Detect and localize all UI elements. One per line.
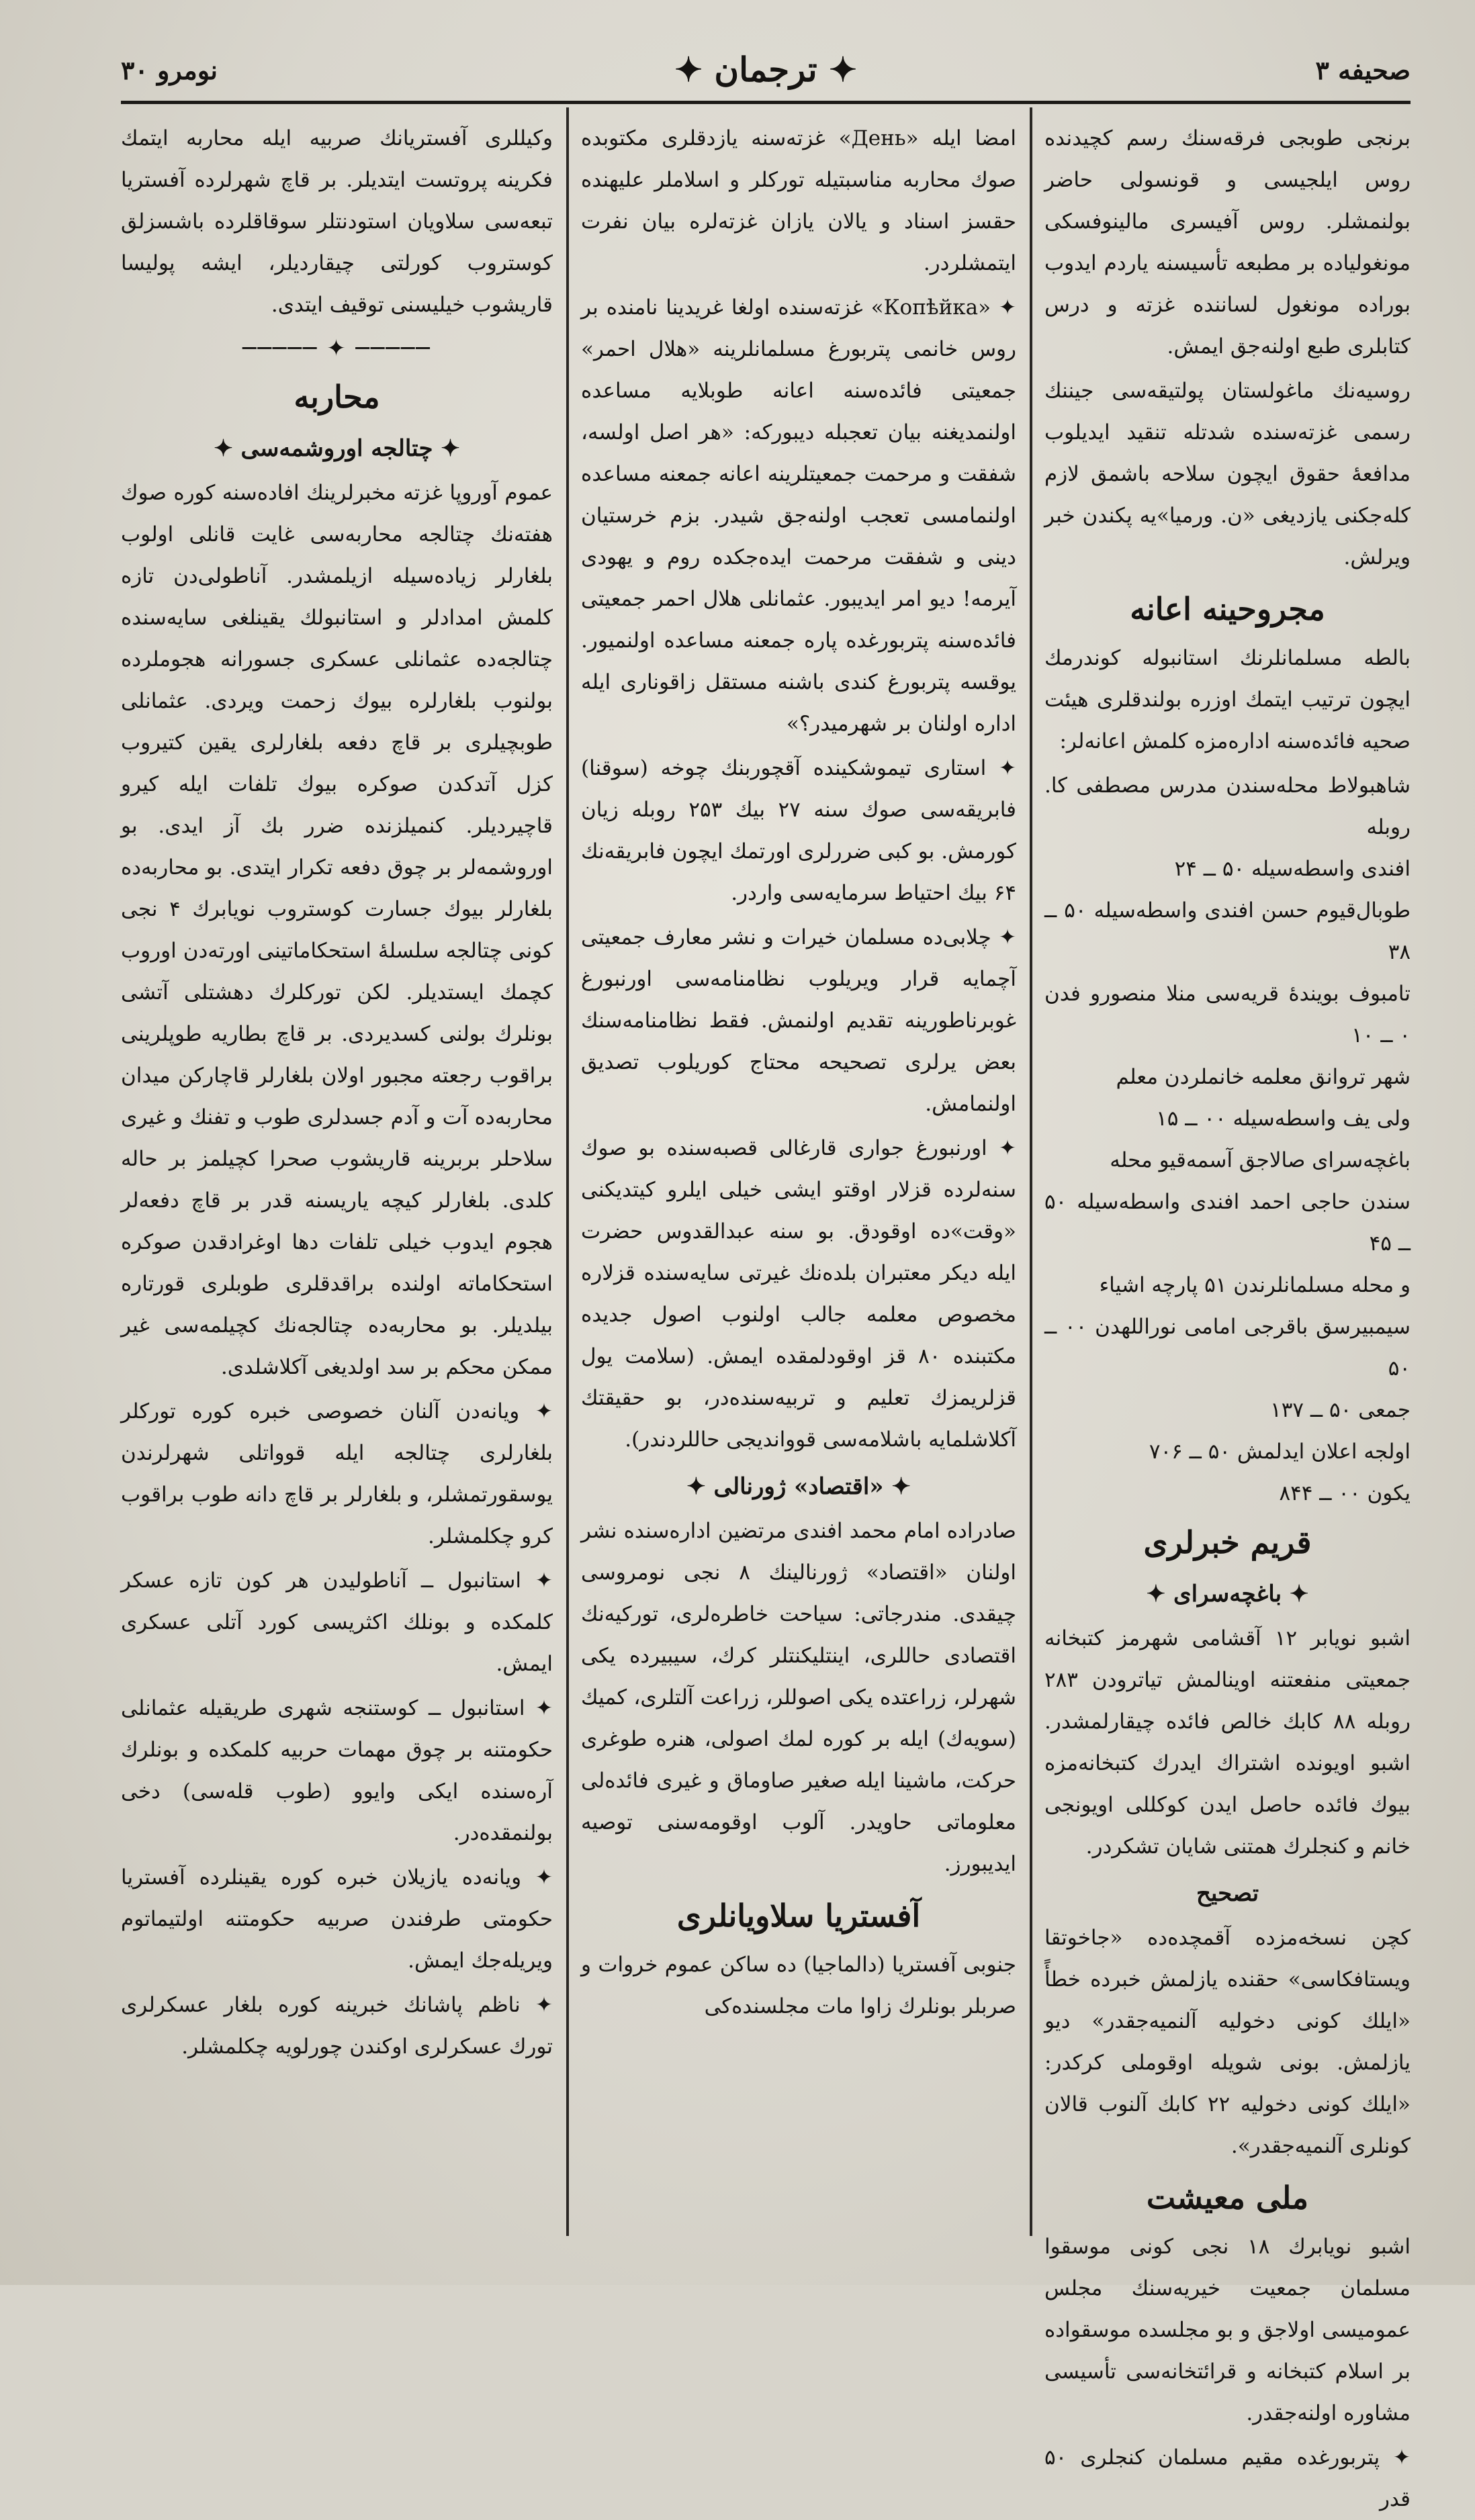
masthead-rule: [121, 101, 1411, 104]
list-item: جمعی ۵۰ ــ ۱۳۷: [1270, 1398, 1411, 1422]
newspaper-title: ✦ ترجمان ✦: [674, 50, 857, 89]
donations-heading: مجروحینه اعانه: [1130, 591, 1325, 627]
mongolia-press-paragraph: برنجی طوبجی فرقەسنك رسم کچیدنده روس ایلجیسی و قونسولی حاضر بولنمشلر. روس آفیسری مالینوفسکی مونغولیاده بر مطبعه تأسیسنه یاردم ایدوب بوراده مونغول لساننده غزته و درس کتابلری طبع اولنەجق ایمش.: [1044, 126, 1411, 359]
list-item: باغچه‌سرای صالاجق آسمه‌قیو محله: [1110, 1148, 1411, 1172]
list-item: شاهبولاط محله‌سندن مدرس مصطفی کا. روبله: [1044, 774, 1411, 839]
list-item: افندی واسطه‌سیله ۵۰ ــ ۲۴: [1174, 857, 1411, 881]
list-item: یکون ۰۰ ــ ۸۴۴: [1279, 1481, 1411, 1505]
petersburg-youth-paragraph: ✦ پتربورغده مقیم مسلمان کنجلری ۵۰ قدر: [1044, 2445, 1411, 2511]
list-item: شهر تروانق معلمه خانملردن معلم: [1116, 1065, 1411, 1089]
vienna-news-paragraph: ✦ ویانه‌دن آلنان خصوصی خبره کوره تورکلر بلغارلری چتالجه ایله قوواتلی شهرلرندن یوسقورتمشلر، و بلغارلر بر قاچ دانه طوب براقوب کرو چکلمشلر.: [121, 1399, 553, 1548]
section-divider: ───── ✦ ─────: [242, 335, 431, 362]
correction-paragraph: کچن نسخه‌مزده آقمچده‌ده «جاخوتقا ویستافکاسی» حقنده یازلمش خبرده خطأً «ایلك کونی دخولیه آلنمیه‌جقدر» دیو یازلمش. بونی شویله اوقوملی کرکدر: «ایلك کونی دخولیه ۲۲ کابك آلنوب قالان کونلری آلنمیه‌جقدر».: [1044, 1926, 1411, 2158]
crimea-news-heading: قریم خبرلری: [1143, 1524, 1312, 1560]
iqtisad-journal-heading: ✦ «اقتصاد» ژورنالی ✦: [686, 1473, 911, 1500]
column-divider-right: [1030, 107, 1032, 2236]
kopeika-paragraph: ✦ «Копѣйка» غزته‌سنده اولغا غریدینا نامنده بر روس خانمی پتربورغ مسلمانلرینه «هلال احمر» جمعیتی فائده‌سنه اعانه طوبلایه مساعده اولنمدیغنه بیان تعجبله دیبورکه: «هر اصل اولسه، شفقت و مرحمت جمعیتلرینه اعانه جمعنه مساعده اولنمامسی تعجب اولنه‌جق شیدر. بزم خرستیان دینی و شفقت مرحمت ایده‌جکده روم و یهودی آیرمه! دیو امر ایدیبور. عثمانلی هلال احمر جمعیتی فائده‌سنه پتربورغده پاره جمعنه مساعده اولنمیور. یوقسه پتربورغ کندی باشنه مستقل زاقوناری ایله اداره اولنان بر شهرمیدر؟»: [581, 295, 1017, 736]
russia-policy-paragraph: روسیەنك ماغولستان پولتیقەسی جیننك رسمی غزته‌سنده شدتله تنقید ایدیلوب مدافعهٔ حقوق ایچون سلاحه باشمق لازم کلەجکنی یازدیغی «ن. ورمیا»یه پکندن خبر ویرلش.: [1044, 379, 1411, 569]
page-label: صحیفه ۳: [1315, 55, 1411, 85]
crimea-news-paragraph: اشبو نویابر ۱۲ آقشامی شهرمز کتبخانه جمعیتی منفعتنه اوینالمش تیاترودن ۲۸۳ روبله ۸۸ کابك خالص فائده چیقارلمشدر. اشبو اویونده اشتراك ایدرك کتبخانه‌مزه بیوك فائده حاصل ایدن کوکللی اویونجی خانم و کنجلرك همتنی شایان تشکردر.: [1044, 1626, 1411, 1859]
nazim-pasha-paragraph: ✦ ناظم پاشانك خبرینه کوره بلغار عسکرلری تورك عسکرلری اوکندن چورلویه چکلمشلر.: [121, 1993, 553, 2059]
factory-paragraph: ✦ استاری تیموشکینده آقچوربنك چوخه (سوقنا) فابریقه‌سی صوك سنه ۲۷ بیك ۲۵۳ روبله زیان کورمش. بو کبی ضررلری اورتمك ایچون فابریقه‌نك ۶۴ بیك احتیاط سرمایه‌سی واردر.: [581, 756, 1016, 905]
bakhchisaray-subheading: ✦ باغچه‌سرای ✦: [1146, 1581, 1309, 1607]
list-item: سندن حاجی احمد افندی واسطه‌سیله ۵۰ ــ ۴۵: [1044, 1190, 1411, 1256]
chataldja-battle-subheading: ✦ چتالجه اوروشمه‌سی ✦: [214, 435, 460, 462]
masthead: [121, 47, 1411, 101]
austrian-slavs-heading: آفستریا سلاویانلری: [676, 1898, 921, 1934]
issue-number: نومرو ۳۰: [121, 55, 218, 85]
column-divider-left: [566, 107, 569, 2236]
iqtisad-journal-paragraph: صادراده امام محمد افندی مرتضین اداره‌سنده نشر اولنان «اقتصاد» ژورنالینك ۸ نجی نومروسی چیقدی. مندرجاتی: سیاحت خاطره‌لری، تورکیه‌نك اقتصادی حاللری، اینتلیکنتلر کرك، سیبیرده یکی شهرلر، زراعتده یکی اصوللر، زراعت آلتلری، کمیك (سویه‌ك) ایله بر کوره لمك اصولی، هنره طوغری حرکت، ماشینا ایله صغیر صاوماق و غیری فائده‌لی معلوماتی حاویدر. آلوب اوقومه‌سنی توصیه ایدیبورز.: [581, 1519, 1016, 1876]
kargaly-girls-school-paragraph: ✦ اورنبورغ جواری قارغالی قصبه‌سنده بو صوك سنه‌لرده قزلار اوقتو ایشی خیلی ایلرو کیتدیکنی «وقت»ده اوقودق. بو سنه عبدالقدوس حضرت ایله دیکر معتبران بلده‌نك غیرتی سایه‌سنده قزلاره مخصوص معلمه جالب اولنوب اصول جدیده مکتبنده ۸۰ قز اوقودلمقده ایمش. (سلامت یول قزلریمزك تعلیم و تربیه‌سنده‌در، بو حقیقتك آکلاشلمایه باشلامه‌سی قوواندیجی حاللردندر).: [581, 1136, 1016, 1452]
austria-protest-paragraph: وکیللری آفستریانك صربیه ایله محاربه ایتمك فکرینه پروتست ایتدیلر. بر قاچ شهرلرده آفستریا تبعه‌سی سلاویان استودنتلر سوقاقلرده باشسزلق کوستروب کورلتی چیقاردیلر، ایشه پولیسا قاریشوب خیلیسنی توقیف ایتدی.: [121, 126, 553, 317]
list-item: تامبوف بویندهٔ قریه‌سی منلا منصورو فدن ۰ ــ ۱۰: [1044, 982, 1411, 1047]
national-life-paragraph: اشبو نویابرك ۱۸ نجی کونی موسقوا مسلمان جمعیت خیریه‌سنك مجلس عمومیسی اولاجق و بو مجلسده موسقوا‌ده بر اسلام کتبخانه و قرائتخانه‌سی تأسیسی مشاوره اولنه‌جقدر.: [1044, 2235, 1411, 2425]
list-item: و محله مسلمانلرندن ۵۱ پارچه اشیاء: [1099, 1273, 1411, 1297]
war-heading: محاربه: [294, 379, 380, 415]
chataldja-battle-paragraph: عموم آوروپا غزته مخبرلرینك افاده‌سنه کوره صوك هفته‌نك چتالجه محاربه‌سی غایت قانلی اولوب بلغارلر زیاده‌سیله ازیلمشدر. آناطولی‌دن تازه کلمش امدادلر و استانبولك یقینلغی سایه‌سنده چتالجه‌ده عثمانلی عسکری جسورانه هجوملرده بولنوب بلغارلره بیوك زحمت ویردی. عثمانلی طوبچیلری بر قاچ دفعه بلغارلری یقین کتیروب کزل آتدکدن صوکره بیوك تلفات ایله کیرو قاچیردیلر. کنمیلزنده ضرر بك آز ایدی. بو اوروشمه‌لر بر چوق دفعه تکرار ایتدی. بو محاربه‌ده بلغارلر بیوك جسارت کوستروب نویابرك ۴ نجی کونی چتالجه سلسلهٔ استحکاماتینی اورته‌دن اوروب کچمك ایستدیلر. لکن تورکلرك دهشتلی آتشی بونلرك بولنی کسدیردی. بر قاچ بطاریه طوپلرینی براقوب رجعته مجبور اولان بلغارلر قاچارکن میدان محاربه‌ده آت و آدم جسدلری طوب و تفنك و غیری سلاحلر بربرینه قاریشوب صحرا کچیلمز بر حاله کلدی. بلغارلر کیچه یاریسنه قدر بر قاچ دفعه‌لر هجوم ایدوب خیلی تلفات دها اوغرادقدن صوکره استحکاماته اولنده براقدقلری طوبلری قورتاره بیلدیلر. بو محاربه‌ده چتالجه‌نك کچیلمه‌سی غیر ممکن محکم بر سد اولدیغی آکلاشلدی.: [121, 481, 553, 1379]
constanta-munitions-paragraph: ✦ استانبول ــ کوستنجه شهری طریقیله عثمانلی حکومتنه بر چوق مهمات حربیه کلمکده و بونلرك آره‌سنده ایکی وایوو (طوب قله‌سی) دخی بولنمقده‌در.: [121, 1696, 553, 1845]
donations-intro: بالطه مسلمانلرنك استانبوله کوندرمك ایچون ترتیب ایتمك اوزره بولندقلری هیئت صحیه فائده‌سنه اداره‌مزه کلمش اعانه‌لر:: [1044, 646, 1411, 753]
list-item: ولی یف واسطه‌سیله ۰۰ ــ ۱۵: [1156, 1107, 1411, 1131]
chelyabinsk-society-paragraph: ✦ چلابی‌ده مسلمان خیرات و نشر معارف جمعیتی آچمایه قرار ویریلوب نظامنامه‌سی اورنبورغ غوبرناطورینه تقدیم اولنمش. فقط نظامنامه‌سنك بعض یرلری تصحیحه محتاج کوریلوب تصدیق اولنمامش.: [581, 925, 1016, 1116]
list-item: طوبال‌قیوم حسن افندی واسطه‌سیله ۵۰ ــ ۳۸: [1044, 898, 1411, 964]
national-life-heading: ملی معیشت: [1146, 2180, 1309, 2216]
ultimatum-paragraph: ✦ ویانه‌ده یازیلان خبره کوره یقینلرده آفستریا حکومتی طرفندن صربیه حکومتنه اولتیماتوم ویریله‌جك ایمش.: [121, 1865, 553, 1973]
left-column: [121, 118, 553, 2253]
right-column: [1044, 118, 1411, 2511]
den-letter-paragraph: امضا ایله «День» غزته‌سنه یازدقلری مکتوبده صوك محاربه مناسبتیله تورکلر و اسلاملر علیهنده حقسز اسناد و یالان یازان غزته‌لره بیان نفرت ایتمشلردر.: [581, 126, 1017, 275]
correction-heading: تصحیح: [1196, 1880, 1259, 1907]
austrian-slavs-paragraph: جنوبی آفستریا (دالماجیا) ده ساکن عموم خروات و صربلر بونلرك زاوا مات مجلسنده‌کی: [581, 1953, 1016, 2018]
donations-list: [1044, 765, 1411, 1514]
anatolia-troops-paragraph: ✦ استانبول ــ آناطولیدن هر کون تازه عسکر کلمکده و بونلك اکثریسی کورد آتلی عسکری ایمش.: [121, 1569, 553, 1676]
list-item: اولجه اعلان ایدلمش ۵۰ ــ ۷۰۶: [1149, 1440, 1411, 1464]
middle-column: [581, 118, 1016, 2253]
list-item: سیمبیرسق باقرجی امامی نوراللهدن ۰۰ ــ ۵۰: [1044, 1315, 1411, 1381]
